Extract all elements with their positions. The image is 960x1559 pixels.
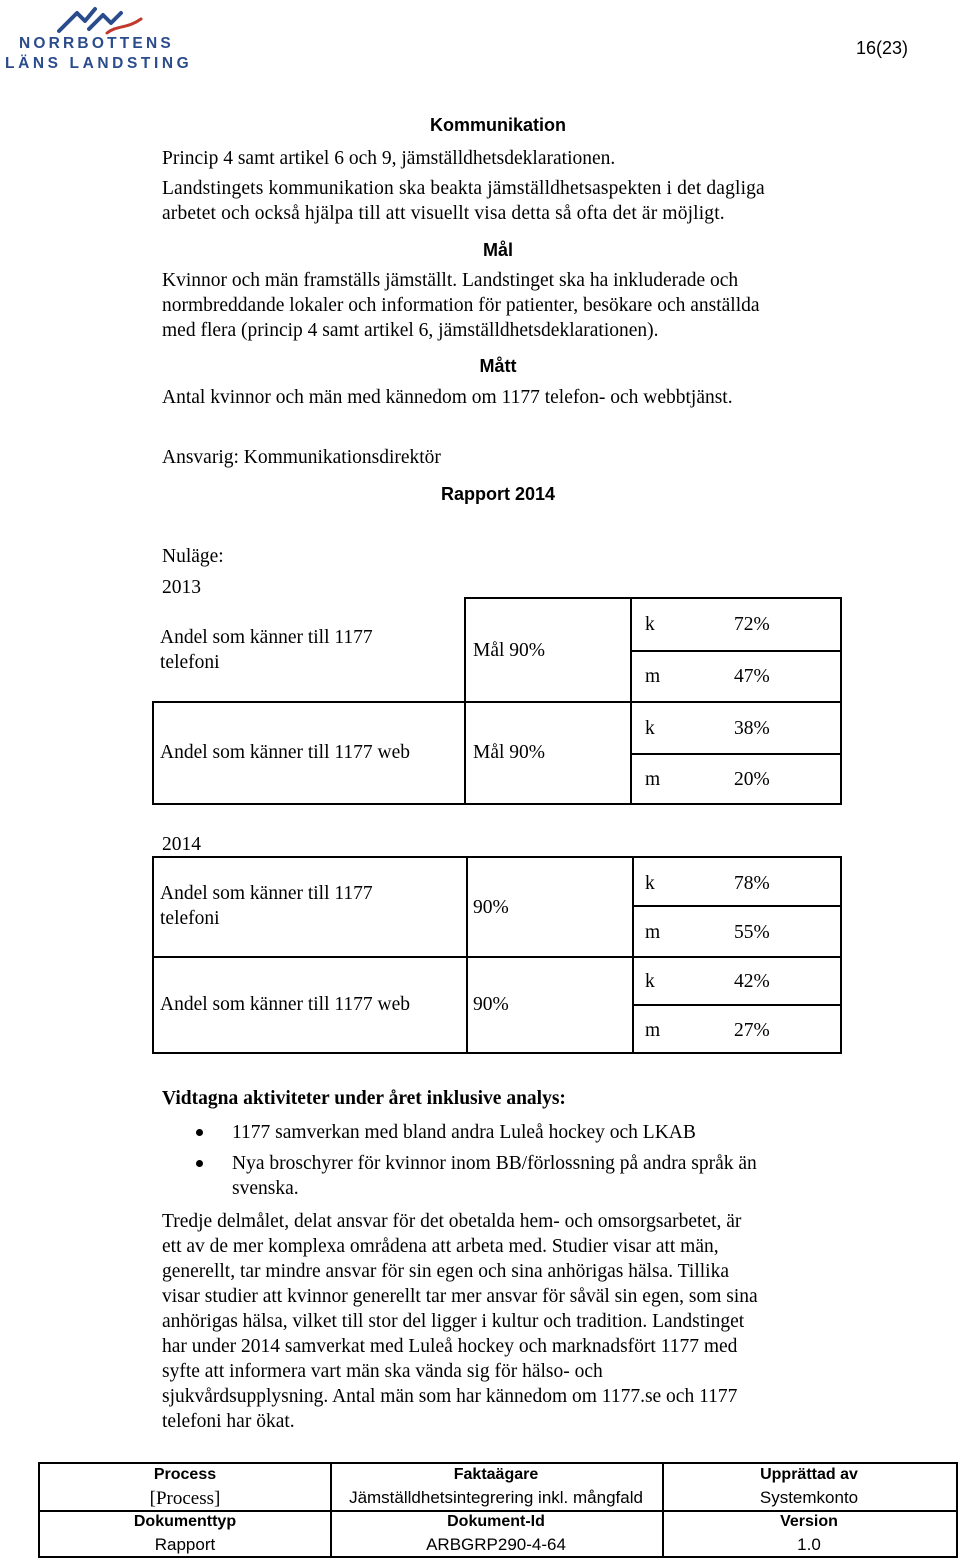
m-label: m [645, 666, 661, 687]
k-label: k [645, 873, 655, 894]
footer-col-owner [330, 1464, 662, 1556]
footer-col-process [40, 1464, 330, 1556]
list-item-text: Nya broschyrer för kvinnor inom BB/förlossning på andra språk än [232, 1153, 757, 1174]
paragraph-line: sjukvårdsupplysning. Antal män som har kännedom om 1177.se och 1177 [162, 1386, 738, 1407]
m-label: m [645, 769, 661, 790]
table-row [160, 740, 410, 765]
row-label-line1: Andel som känner till 1177 [160, 883, 373, 904]
logo [5, 5, 193, 73]
goal-heading: Mål [482, 240, 513, 260]
k-value: 78% [734, 873, 770, 894]
report-heading: Rapport 2014 [440, 484, 556, 504]
m-value: 47% [734, 666, 770, 687]
principle-text: Princip 4 samt artikel 6 och 9, jämställdhetsdeklarationen. [162, 148, 616, 169]
responsible-text: Ansvarig: Kommunikationsdirektör [162, 447, 441, 468]
process-label: Process [153, 1466, 217, 1483]
document-footer [38, 1462, 958, 1558]
row-target: Mål 90% [473, 640, 546, 661]
paragraph-line: syfte att informera vart män ska vända sig för hälso- och [162, 1361, 603, 1382]
k-label: k [645, 614, 655, 635]
owner-value: Jämställdhetsintegrering inkl. mångfald [349, 1488, 643, 1507]
table-row [160, 881, 373, 931]
goal-line2: normbreddande lokaler och information för patienter, besökare och anställda [162, 295, 760, 316]
year-2013-label: 2013 [162, 577, 201, 598]
docid-label: Dokument-Id [447, 1513, 545, 1530]
year-2014-label: 2014 [162, 834, 201, 855]
logo-mark-icon [55, 5, 145, 37]
doctype-label: Dokumenttyp [133, 1513, 237, 1530]
bullet-icon [196, 1160, 203, 1167]
row-target: Mål 90% [473, 742, 546, 763]
logo-text-line1: NORRBOTTENS [19, 35, 174, 52]
list-item-text: 1177 samverkan med bland andra Luleå hockey och LKAB [232, 1122, 696, 1143]
row-target: 90% [473, 994, 509, 1015]
goal-line1: Kvinnor och män framställs jämställt. Landstinget ska ha inkluderade och [162, 270, 739, 291]
analysis-paragraph [162, 1209, 758, 1434]
list-item [162, 1151, 842, 1201]
logo-text-line2: LÄNS LANDSTING [5, 55, 193, 72]
table-row [160, 625, 373, 675]
row-label-line2: telefoni [160, 908, 220, 929]
doctype-value: Rapport [154, 1535, 216, 1554]
k-value: 38% [734, 718, 770, 739]
row-label-line1: Andel som känner till 1177 web [160, 994, 411, 1015]
row-target: 90% [473, 897, 509, 918]
paragraph-line: telefoni har ökat. [162, 1411, 295, 1432]
activities-heading: Vidtagna aktiviteter under året inklusive analys: [162, 1088, 566, 1109]
m-label: m [645, 922, 661, 943]
list-item-text-cont: svenska. [232, 1178, 299, 1199]
table-2014 [152, 856, 842, 1054]
created-label: Upprättad av [760, 1466, 858, 1483]
measure-heading: Mått [479, 356, 517, 376]
bullet-icon [196, 1129, 203, 1136]
row-label-line1: Andel som känner till 1177 web [160, 742, 411, 763]
description-line1: Landstingets kommunikation ska beakta jämställdhetsaspekten i det dagliga [162, 178, 765, 199]
row-label-line1: Andel som känner till 1177 [160, 627, 373, 648]
paragraph-line: har under 2014 samverkat med Luleå hockey och marknadsfört 1177 med [162, 1336, 738, 1357]
paragraph-line: anhörigas hälsa, vilket till stor del ligger i kultur och tradition. Landstinget [162, 1311, 745, 1332]
table-2013 [152, 599, 842, 805]
table-row [160, 992, 410, 1017]
m-value: 27% [734, 1020, 770, 1041]
measure-text: Antal kvinnor och män med kännedom om 1177 telefon- och webbtjänst. [162, 387, 733, 408]
owner-label: Faktaägare [453, 1466, 539, 1483]
description-line2: arbetet och också hjälpa till att visuellt visa detta så ofta det är möjligt. [162, 203, 725, 224]
footer-col-created [662, 1464, 956, 1556]
paragraph-line: generellt, tar mindre ansvar för sin egen och sina anhörigas hälsa. Tillika [162, 1261, 729, 1282]
activities-list [162, 1120, 842, 1207]
k-label: k [645, 718, 655, 739]
paragraph-line: ett av de mer komplexa områdena att arbeta med. Studier visar att män, [162, 1236, 719, 1257]
docid-value: ARBGRP290-4-64 [426, 1535, 566, 1554]
status-label: Nuläge: [162, 546, 224, 567]
k-value: 42% [734, 971, 770, 992]
paragraph-line: Tredje delmålet, delat ansvar för det obetalda hem- och omsorgsarbetet, är [162, 1211, 742, 1232]
version-value: 1.0 [797, 1535, 821, 1554]
paragraph-line: visar studier att kvinnor generellt tar mer ansvar för såväl sin egen, som sina [162, 1286, 758, 1307]
row-label-line2: telefoni [160, 652, 220, 673]
m-label: m [645, 1020, 661, 1041]
k-value: 72% [734, 614, 770, 635]
m-value: 20% [734, 769, 770, 790]
list-item [162, 1120, 842, 1145]
created-value: Systemkonto [759, 1488, 859, 1507]
section-heading: Kommunikation [429, 115, 566, 135]
m-value: 55% [734, 922, 770, 943]
process-value: [Process] [149, 1488, 221, 1509]
goal-line3: med flera (princip 4 samt artikel 6, jämställdhetsdeklarationen). [162, 320, 659, 341]
k-label: k [645, 971, 655, 992]
page-number: 16(23) [856, 38, 909, 58]
version-label: Version [780, 1513, 838, 1530]
